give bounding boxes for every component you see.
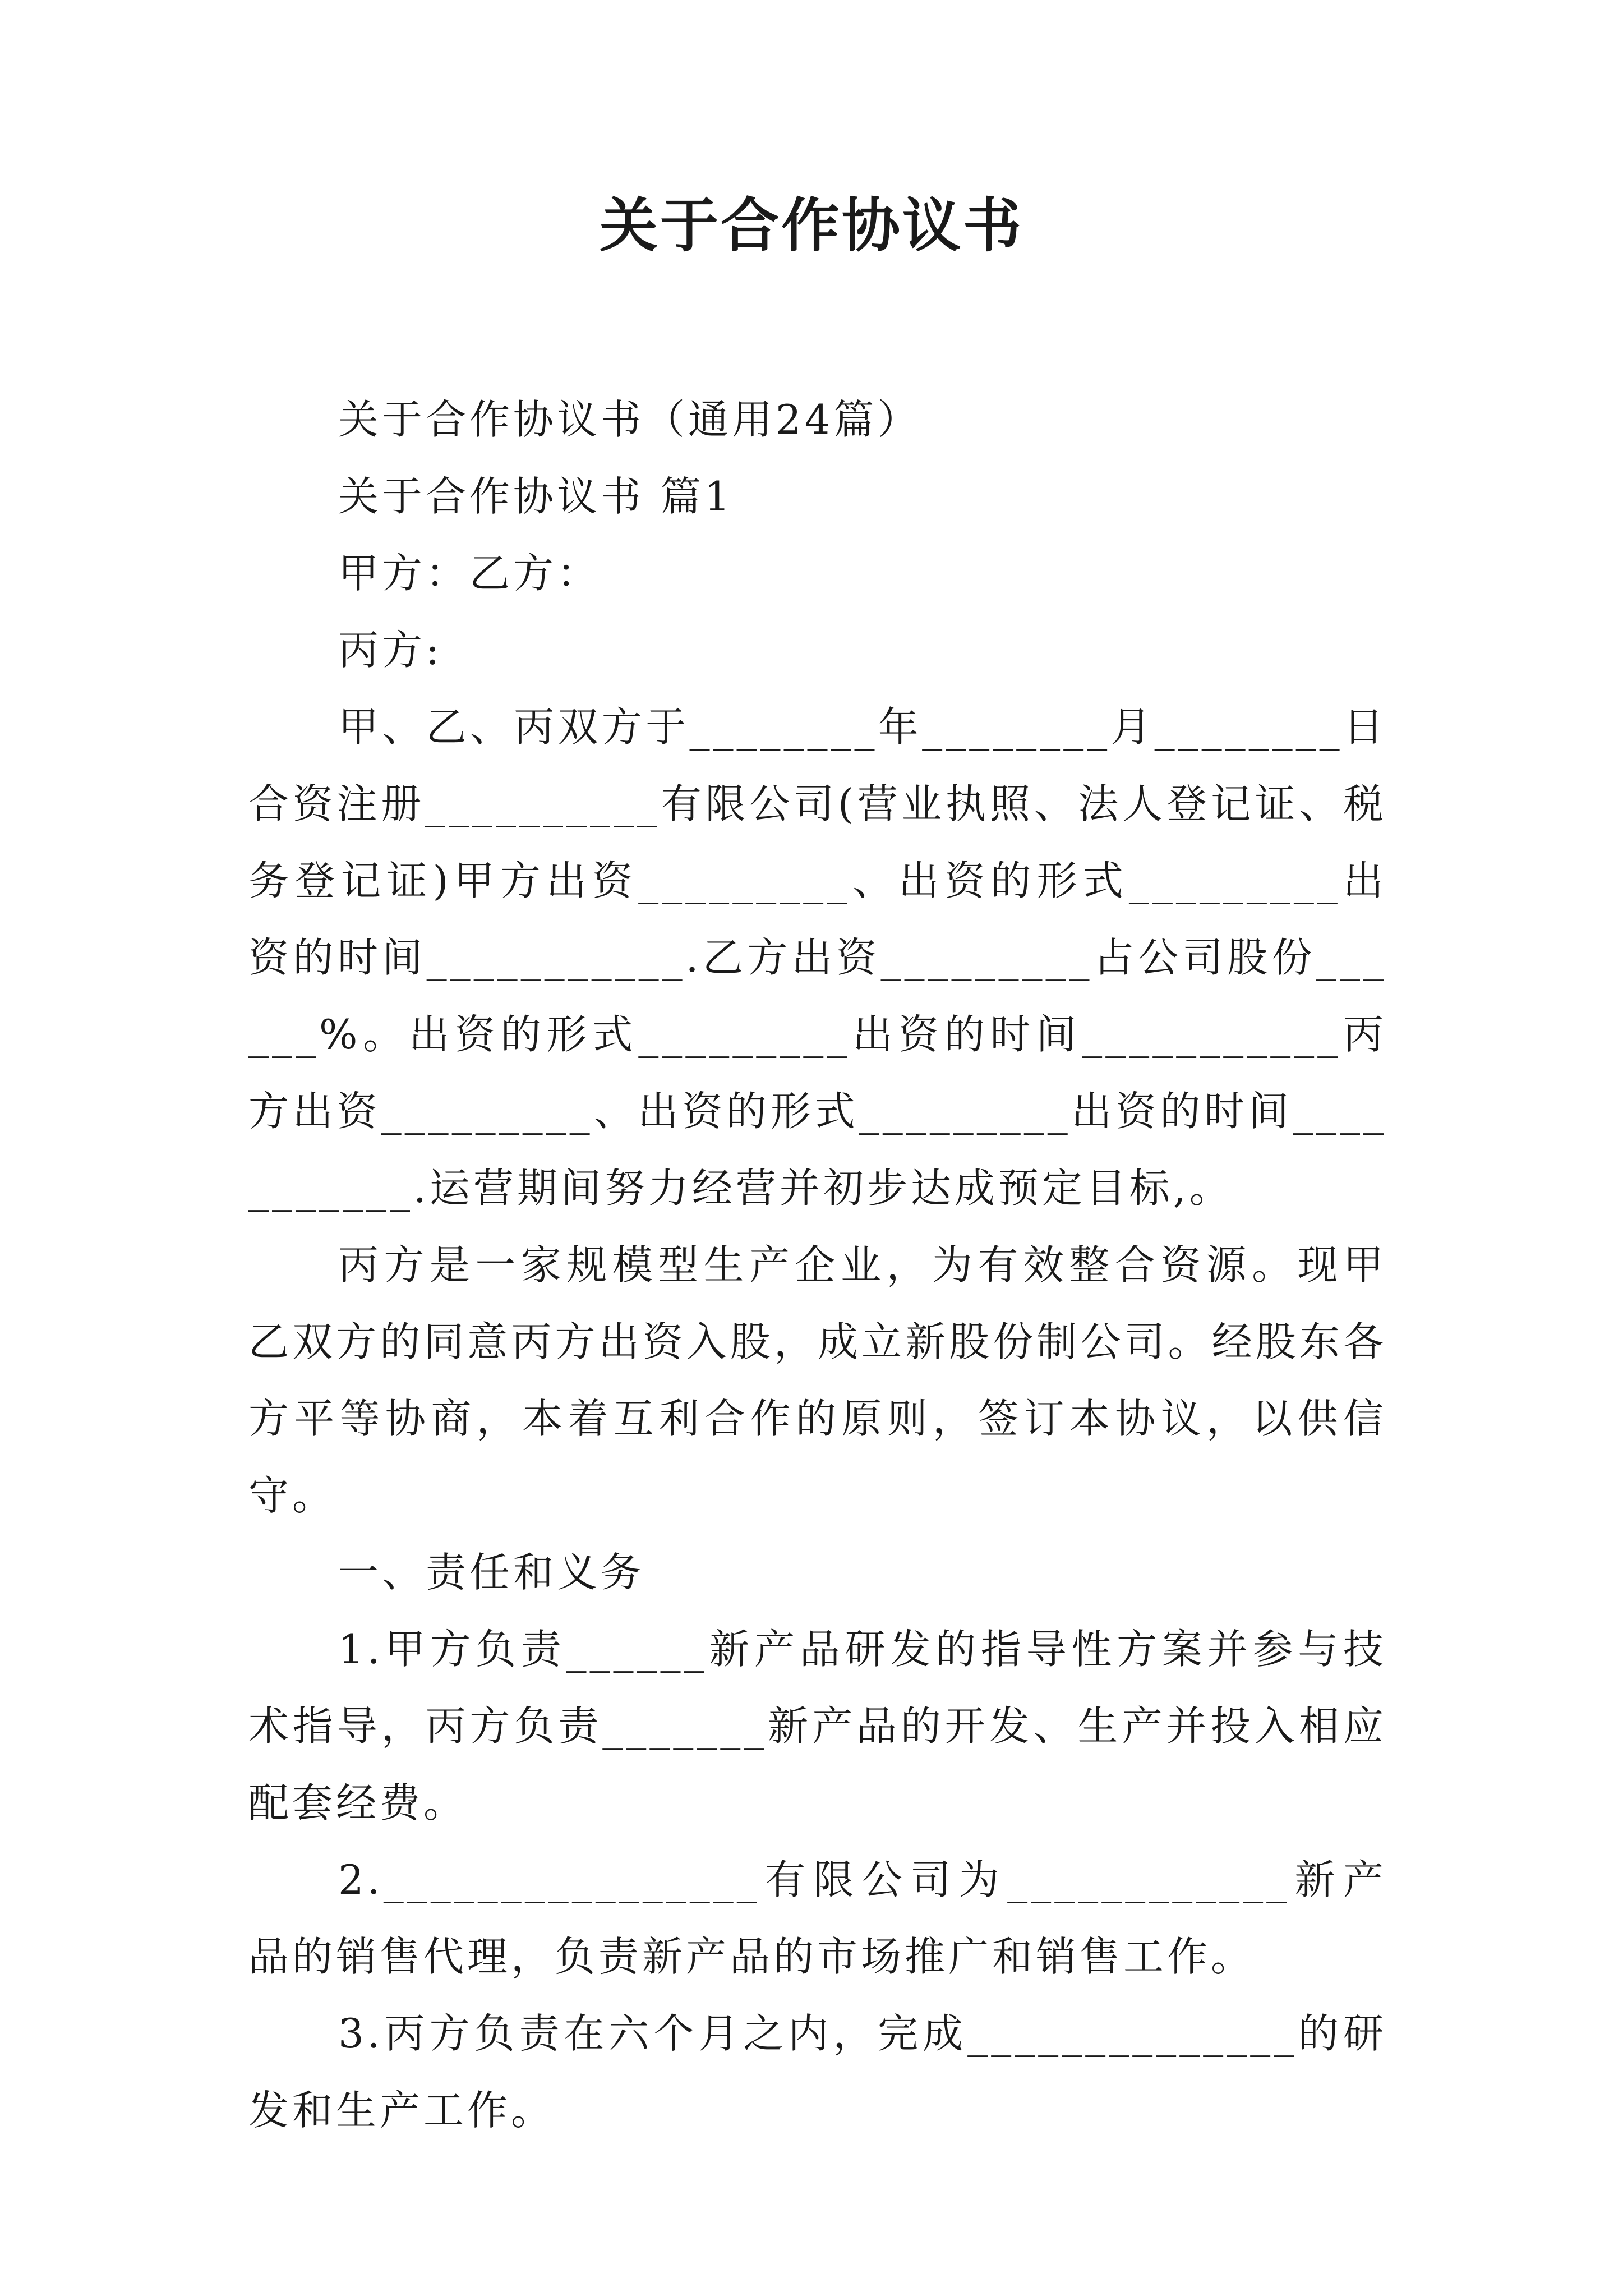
duty-item-3: 3.丙方负责在六个月之内，完成______________的研发和生产工作。 xyxy=(248,2010,1387,2134)
document-title: 关于合作协议书 xyxy=(599,191,1023,260)
parties-line: 甲方：乙方： xyxy=(338,550,601,597)
document-body xyxy=(248,381,1387,2149)
duty-item-1: 1.甲方负责______新产品研发的指导性方案并参与技术指导，丙方负责_______新产品的开发、生产并投入相应配套经费。 xyxy=(248,1626,1387,1826)
background-paragraph: 丙方是一家规模型生产企业，为有效整合资源。现甲乙双方的同意丙方出资入股，成立新股份制公司。经股东各方平等协商，本着互利合作的原则，签订本协议，以供信守。 xyxy=(248,1241,1387,1519)
subtitle-paragraph: 关于合作协议书（通用24篇） xyxy=(338,396,921,443)
duties-heading: 一、责任和义务 xyxy=(338,1549,645,1596)
duty-item-2: 2.________________有限公司为____________新产品的销售代理，负责新产品的市场推广和销售工作。 xyxy=(248,1856,1387,1980)
party-c-line: 丙方: xyxy=(338,627,443,674)
investment-paragraph: 甲、乙、丙双方于________年________月________日合资注册__________有限公司(营业执照、法人登记证、税务登记证)甲方出资_________、出资的形式_________出资的时间___________.乙方出资_________占公司股份______%。出资的形式_________出资的时间___________丙方出资_________、出资的形式_________出资的时间___________.运营期间努力经营并初步达成预定目标,。 xyxy=(248,703,1387,1212)
section-heading: 关于合作协议书 篇1 xyxy=(338,473,734,520)
